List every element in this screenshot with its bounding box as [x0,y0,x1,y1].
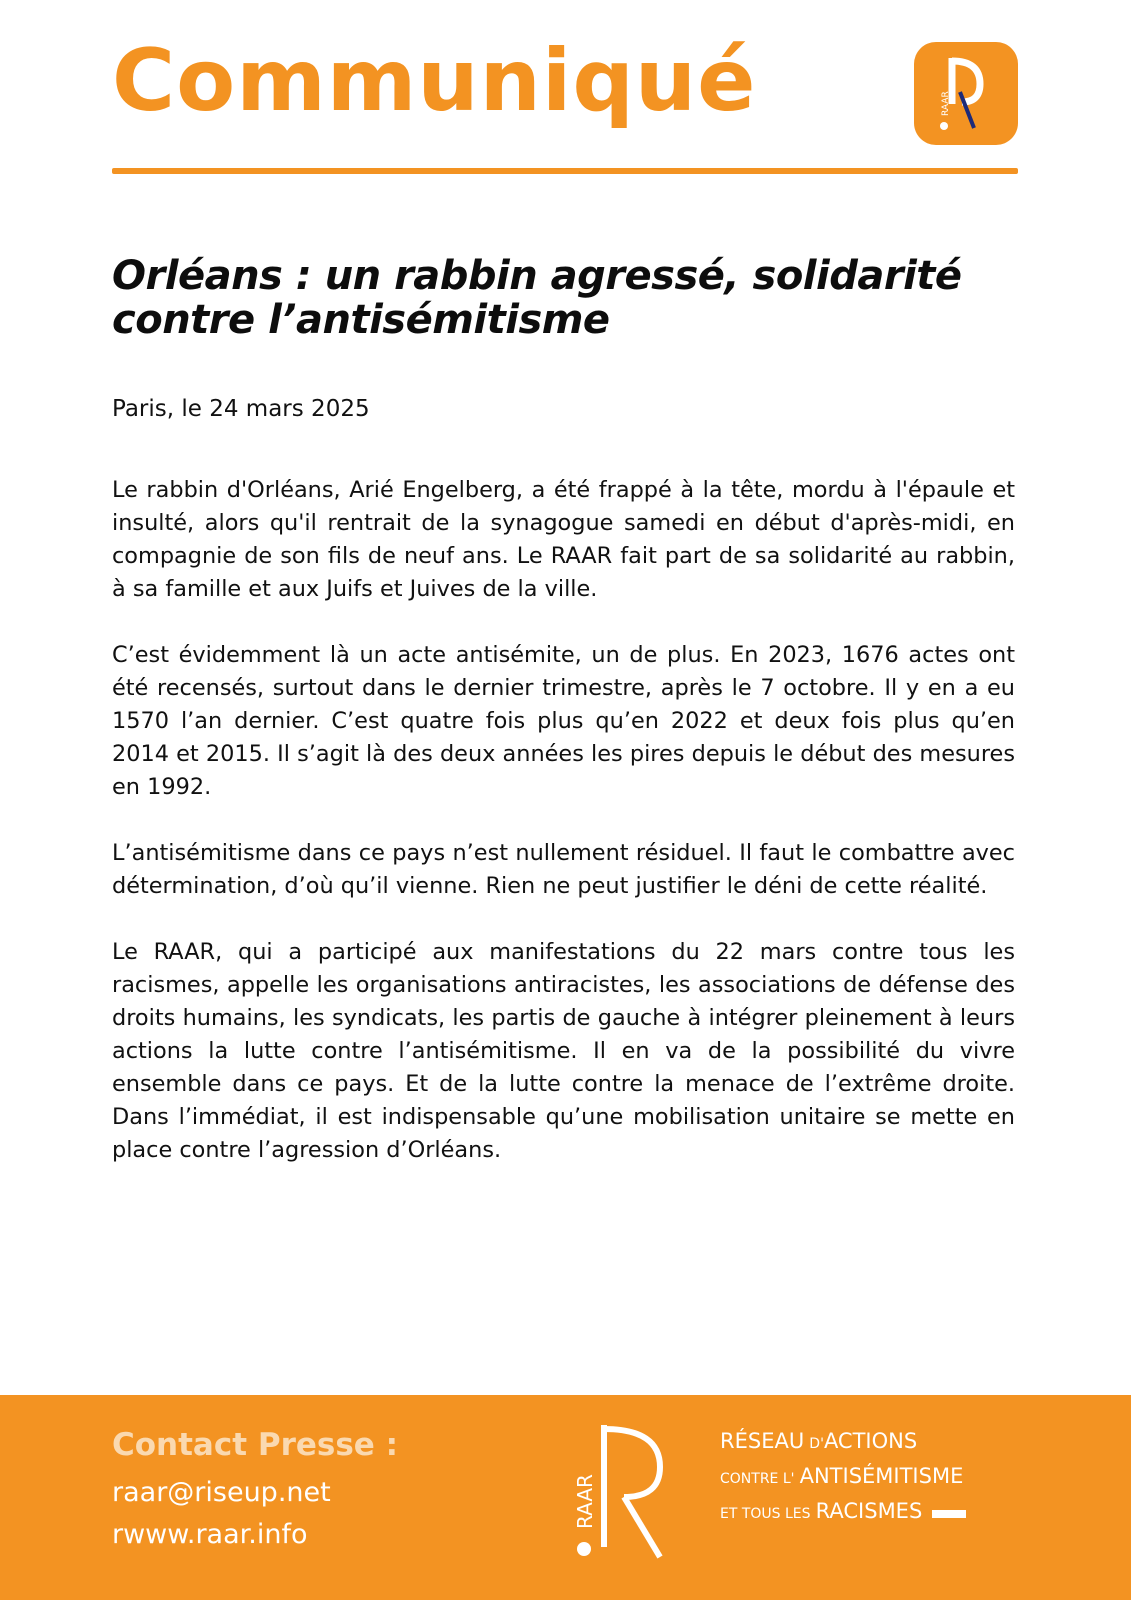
dateline: Paris, le 24 mars 2025 [112,396,370,422]
paragraph: C’est évidemment là un acte antisémite, un de plus. En 2023, 1676 actes ont été recensés, surtout dans le dernier trimestre, après le 7 octobre. Il y en a eu 1570 l’an dernier. C’est quatre fois plus qu’en 2022 et deux fois plus qu’en 2014 et 2015. Il s’agit là des deux années les pires depuis le début des mesures en 1992. [112,642,1015,800]
org-word: CONTRE L' [720,1471,795,1487]
headline-line-1: Orléans : un rabbin agressé, solidarité [112,253,962,299]
contact-title: Contact Presse : [112,1427,398,1463]
headline [112,254,1018,342]
org-word: D' [809,1436,824,1452]
title-divider [112,168,1018,174]
raar-footer-logo [570,1417,680,1571]
contact-email[interactable]: raar@riseup.net [112,1477,331,1508]
org-word: ET TOUS LES [720,1506,811,1522]
org-word: ANTISÉMITISME [799,1464,964,1488]
raar-logo [914,42,1018,145]
headline-line-2: contre l’antisémitisme [112,297,610,343]
raar-logo-text: RAAR [941,91,951,116]
paragraph: Le rabbin d'Orléans, Arié Engelberg, a été frappé à la tête, mordu à l'épaule et insulté, alors qu'il rentrait de la synagogue samedi en début d'après-midi, en compagnie de son fils de neuf ans. Le RAAR fait part de sa solidarité au rabbin, à sa famille et aux Juifs et Juives de la ville. [112,477,1015,602]
org-word: RÉSEAU [720,1429,805,1453]
paragraph: Le RAAR, qui a participé aux manifestations du 22 mars contre tous les racismes, appelle les organisations antiracistes, les associations de défense des droits humains, les syndicats, les partis de gauche à intégrer pleinement à leurs actions la lutte contre l’antisémitisme. Il en va de la possibilité du vivre ensemble dans ce pays. Et de la lutte contre la menace de l’extrême droite. Dans l’immédiat, il est indispensable qu’une mobilisation unitaire se mette en place contre l’agression d’Orléans. [112,939,1015,1163]
contact-website[interactable]: rwww.raar.info [112,1519,308,1550]
article-body [112,474,1015,1200]
page-title: Communiqué [112,31,757,131]
org-word: RACISMES [815,1499,923,1523]
org-bar-decoration [932,1510,966,1518]
org-name [720,1425,1020,1530]
raar-footer-logo-text: RAAR [573,1474,597,1529]
paragraph: L’antisémitisme dans ce pays n’est nullement résiduel. Il faut le combattre avec détermination, d’où qu’il vienne. Rien ne peut justifier le déni de cette réalité. [112,840,1015,899]
org-word: ACTIONS [823,1429,918,1453]
footer [0,1395,1131,1600]
